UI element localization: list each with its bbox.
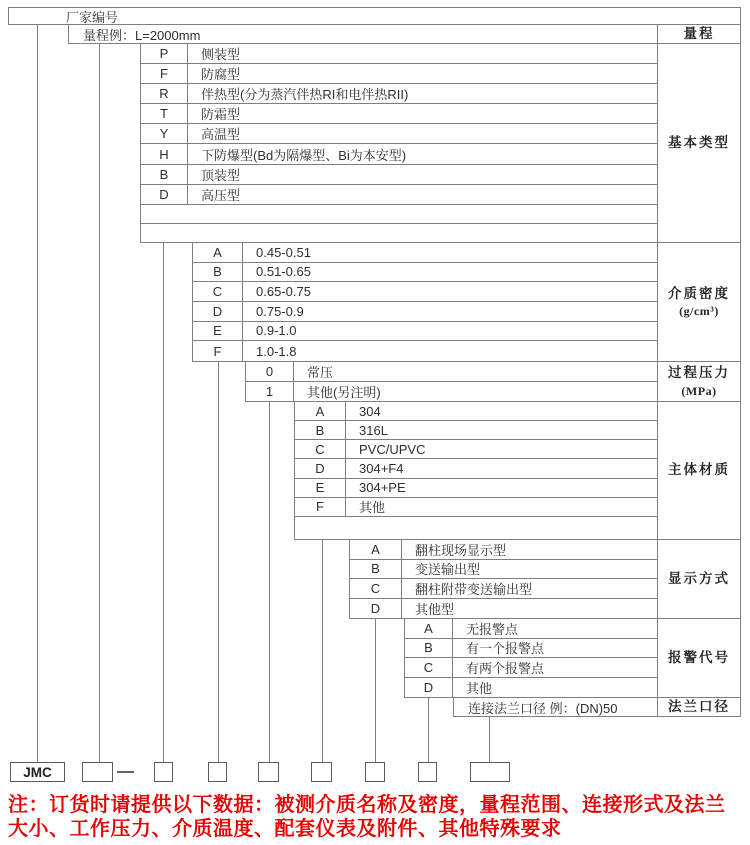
empty-row (295, 517, 657, 539)
selection-block-4 (349, 540, 657, 619)
spec-row (141, 185, 657, 205)
spec-code: 0 (246, 362, 294, 381)
category-label-text: 报警代号 (668, 649, 730, 665)
spec-desc: 常压 (307, 364, 334, 380)
category-label (658, 44, 740, 243)
spec-desc: 翻柱附带变送输出型 (415, 581, 533, 597)
spec-code: B (141, 165, 188, 184)
category-label (658, 698, 740, 717)
category-label-text: 主体材质 (668, 462, 730, 478)
spec-code: Y (141, 124, 188, 143)
spec-desc: 其他型 (415, 601, 455, 617)
spec-desc: 有一个报警点 (466, 641, 545, 657)
spec-row (193, 302, 657, 322)
spec-row (295, 440, 657, 459)
spec-code: E (193, 322, 243, 341)
spec-row (295, 421, 657, 440)
spec-row (405, 619, 657, 639)
spec-row (295, 498, 657, 517)
connector-line-5 (322, 540, 323, 762)
category-label (658, 619, 740, 698)
code-box-7 (418, 762, 437, 782)
spec-desc: 防腐型 (201, 67, 241, 83)
spec-row (193, 322, 657, 342)
code-box-8 (470, 762, 510, 782)
spec-code: T (141, 104, 188, 123)
spec-code: D (295, 459, 346, 477)
spec-desc: 0.65-0.75 (256, 284, 311, 300)
spec-row (295, 402, 657, 421)
spec-desc: 316L (359, 422, 388, 438)
code-box-1 (82, 762, 113, 782)
order-note-line2: 大小、工作压力、介质温度、配套仪表及附件、其他特殊要求 (8, 817, 562, 840)
flange-row (453, 698, 657, 717)
category-label-text: 过程压力 (668, 365, 730, 381)
category-label (658, 362, 740, 402)
selection-block-0 (140, 44, 657, 243)
spec-row (295, 459, 657, 478)
category-label-text: 法兰口径 (668, 699, 730, 715)
category-label (658, 540, 740, 619)
spec-row (193, 341, 657, 361)
code-box-6 (365, 762, 385, 782)
connector-line-8 (489, 717, 490, 762)
empty-row (141, 224, 657, 242)
order-note (8, 794, 744, 841)
spec-code: D (405, 678, 453, 698)
code-box-5 (311, 762, 332, 782)
spec-desc: 无报警点 (466, 621, 519, 637)
spec-code: D (141, 185, 188, 204)
category-label-text: 介质密度 (668, 285, 730, 301)
spec-desc: 其他 (466, 680, 493, 696)
spec-code: A (193, 243, 243, 262)
spec-code: B (350, 560, 402, 579)
category-label-column (657, 25, 741, 717)
spec-row (141, 144, 657, 164)
spec-code: C (405, 658, 453, 677)
spec-row (141, 165, 657, 185)
spec-desc: 防霜型 (201, 107, 241, 123)
spec-row (246, 382, 657, 402)
spec-desc: PVC/UPVC (359, 441, 426, 457)
spec-row (141, 104, 657, 124)
category-label (658, 25, 740, 44)
spec-desc: 1.0-1.8 (256, 343, 297, 359)
spec-row (141, 64, 657, 84)
spec-row (350, 579, 657, 599)
spec-desc: 高压型 (201, 187, 241, 203)
spec-row (350, 560, 657, 580)
category-label (658, 243, 740, 362)
spec-desc: 高温型 (201, 127, 241, 143)
connector-line-2 (163, 243, 164, 762)
spec-row (141, 84, 657, 104)
dash-separator (117, 771, 134, 774)
spec-row (141, 44, 657, 64)
spec-code: C (350, 579, 402, 598)
selection-block-1 (192, 243, 657, 362)
spec-desc: 下防爆型(Bd为隔爆型、Bi为本安型) (201, 147, 407, 163)
spec-code: F (193, 341, 243, 361)
factory-number-row (8, 7, 741, 25)
spec-code: A (295, 402, 346, 420)
selection-block-3 (294, 402, 657, 540)
spec-code: B (405, 639, 453, 658)
spec-code: H (141, 144, 188, 163)
code-box-2 (154, 762, 173, 782)
connector-line-6 (375, 619, 376, 762)
spec-row (193, 282, 657, 302)
spec-desc: 顶装型 (201, 167, 241, 183)
spec-code: A (350, 540, 402, 559)
spec-row (405, 639, 657, 659)
spec-code: C (295, 440, 346, 458)
spec-code: F (141, 64, 188, 83)
spec-desc: 304 (359, 403, 381, 419)
spec-desc: 变送输出型 (415, 562, 481, 578)
spec-code: F (295, 498, 346, 516)
spec-row (193, 243, 657, 263)
spec-desc: 304+PE (359, 480, 406, 496)
category-label-text: 显示方式 (668, 570, 730, 586)
spec-desc: 0.51-0.65 (256, 264, 311, 280)
connector-line-4 (269, 402, 270, 762)
order-note-line1: 注：订货时请提供以下数据：被测介质名称及密度，量程范围、连接形式及法兰 (8, 794, 726, 816)
spec-desc: 304+F4 (359, 461, 404, 477)
spec-desc: 侧装型 (201, 47, 241, 63)
spec-desc: 0.75-0.9 (256, 303, 304, 319)
connector-line-0 (37, 25, 38, 762)
model-prefix-box: JMC (10, 762, 65, 782)
selection-block-2 (245, 362, 657, 402)
code-box-4 (258, 762, 279, 782)
spec-row (405, 678, 657, 698)
spec-row (193, 263, 657, 283)
flange-desc: 连接法兰口径 例：(DN)50 (468, 700, 618, 716)
connector-line-3 (218, 362, 219, 762)
spec-desc: 其他(另注明) (307, 384, 381, 400)
category-label-unit: (MPa) (681, 383, 717, 398)
range-example-row (68, 25, 741, 44)
factory-number-label: 厂家编号 (66, 9, 119, 25)
spec-code: D (350, 599, 402, 619)
spec-row (295, 479, 657, 498)
spec-desc: 0.9-1.0 (256, 323, 297, 339)
connector-line-1 (99, 44, 100, 762)
spec-row (350, 599, 657, 619)
category-label-text: 量程 (683, 25, 715, 41)
spec-desc: 有两个报警点 (466, 660, 545, 676)
category-label-text: 基本类型 (668, 134, 730, 150)
spec-code: B (193, 263, 243, 282)
spec-row (246, 362, 657, 382)
spec-desc: 0.45-0.51 (256, 244, 311, 260)
spec-row (405, 658, 657, 678)
spec-code: D (193, 302, 243, 321)
spec-desc: 伴热型(分为蒸汽伴热RI和电伴热RII) (201, 87, 409, 103)
spec-code: 1 (246, 382, 294, 402)
selection-block-5 (404, 619, 657, 698)
empty-row (141, 205, 657, 224)
spec-code: C (193, 282, 243, 301)
spec-desc: 其他 (359, 500, 386, 516)
spec-row (141, 124, 657, 144)
spec-row (350, 540, 657, 560)
spec-code: A (405, 619, 453, 638)
category-label-unit: (g/cm³) (679, 304, 719, 319)
spec-code: R (141, 84, 188, 103)
spec-desc: 翻柱现场显示型 (415, 542, 507, 558)
range-example-label: 量程例：L=2000mm (83, 27, 201, 43)
spec-code: E (295, 479, 346, 497)
connector-line-7 (428, 698, 429, 762)
code-box-3 (208, 762, 227, 782)
spec-code: P (141, 44, 188, 63)
category-label (658, 402, 740, 540)
spec-code: B (295, 421, 346, 439)
